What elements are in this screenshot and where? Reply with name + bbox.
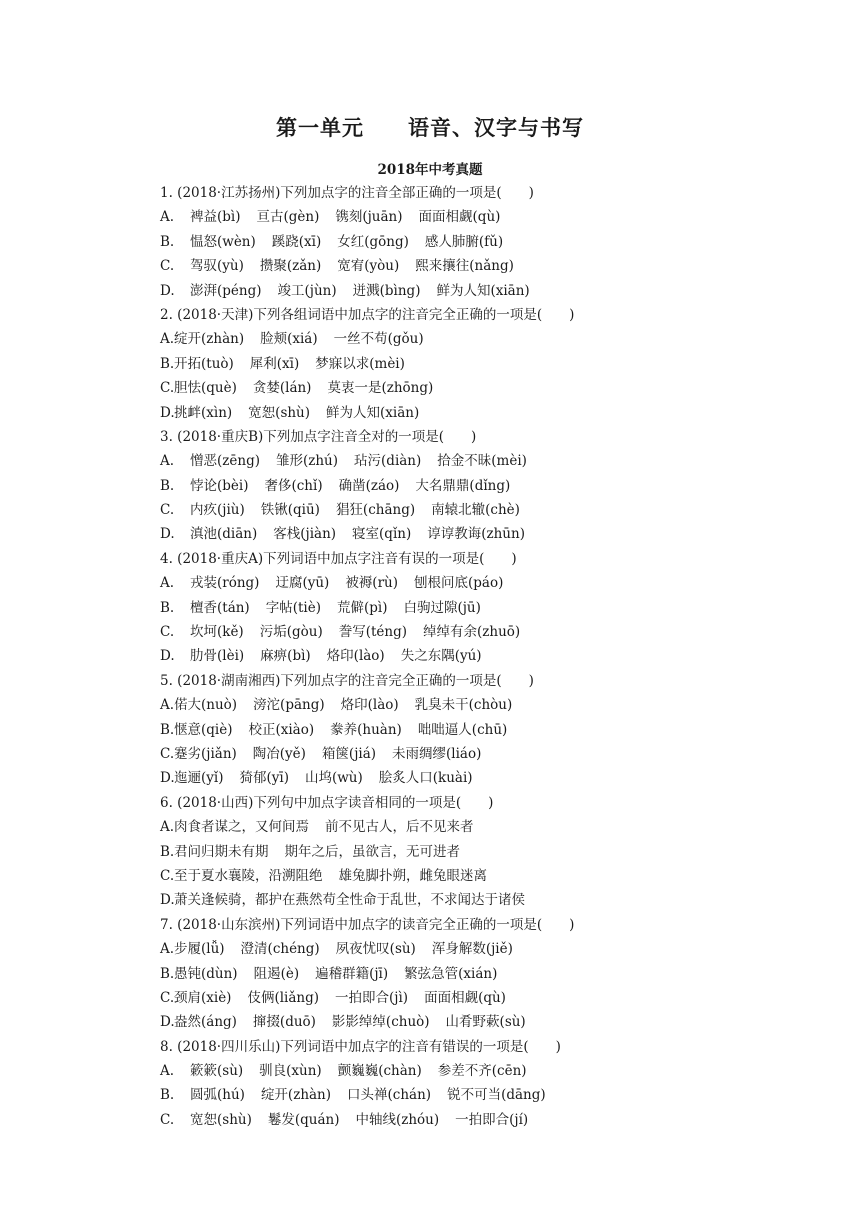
option-item: 拾金不昧(mèi) — [437, 453, 527, 470]
answer-option — [160, 254, 800, 278]
answer-option — [160, 230, 800, 254]
answer-option — [160, 474, 800, 498]
option-item: 刨根问底(páo) — [414, 575, 504, 592]
option-item: 鲜为人知(xiān) — [436, 282, 530, 299]
option-item: 烙印(lào) — [326, 648, 385, 665]
answer-option — [160, 279, 800, 303]
option-item: 熙来攘往(nǎng) — [415, 258, 514, 275]
answer-option — [160, 693, 800, 717]
option-item: 感人肺腑(fǔ) — [424, 233, 504, 250]
option-item: 步履(lǚ) — [174, 941, 225, 958]
answer-option — [160, 718, 800, 742]
option-letter: D. — [160, 526, 175, 543]
option-item: 梦寐以求(mèi) — [315, 355, 405, 372]
option-item: 滂沱(pāng) — [253, 697, 325, 714]
option-item: 脸颊(xiá) — [260, 331, 318, 348]
answer-option — [160, 840, 800, 864]
answer-option — [160, 401, 800, 425]
option-item: 迂腐(yū) — [275, 575, 330, 592]
answer-option — [160, 986, 800, 1010]
question-list — [160, 181, 800, 1132]
option-item: 一拍即合(jí) — [455, 1111, 529, 1128]
option-letter: B. — [160, 477, 175, 494]
option-item: 誊写(téng) — [338, 624, 408, 641]
option-letter: A. — [160, 331, 175, 348]
question-stem: 5. (2018·湖南湘西)下列加点字的注音完全正确的一项是( ) — [160, 672, 534, 689]
option-letter: A. — [160, 697, 175, 714]
option-item: 贪婪(lán) — [252, 380, 312, 397]
option-item: 雄兔脚扑朔，雌兔眼迷离 — [338, 867, 487, 884]
answer-option — [160, 205, 800, 229]
answer-option — [160, 376, 800, 400]
option-item: 憎恶(zēng) — [190, 453, 260, 470]
option-item: 颤巍巍(chàn) — [337, 1063, 422, 1080]
option-item: 确凿(záo) — [338, 477, 400, 494]
option-item: 迤逦(yǐ) — [174, 770, 224, 787]
option-item: 前不见古人，后不见来者 — [325, 819, 474, 836]
option-item: 期年之后，虽欲言，无可进者 — [284, 843, 460, 860]
answer-option — [160, 620, 800, 644]
option-item: 胆怯(què) — [174, 380, 237, 397]
option-item: 内疚(jiù) — [190, 502, 245, 519]
option-item: 鲜为人知(xiān) — [326, 404, 420, 421]
option-item: 影影绰绰(chuò) — [331, 1014, 430, 1031]
option-letter: D. — [160, 648, 175, 665]
option-letter: C. — [160, 380, 175, 397]
option-item: 雏形(zhú) — [275, 453, 339, 470]
option-item: 浑身解数(jiě) — [431, 941, 513, 958]
answer-option — [160, 1083, 800, 1107]
option-item: 一拍即合(jì) — [335, 989, 409, 1006]
answer-option — [160, 1010, 800, 1034]
option-item: 谆谆教诲(zhūn) — [427, 526, 525, 543]
option-item: 失之东隅(yú) — [400, 648, 482, 665]
option-letter: B. — [160, 355, 175, 372]
option-item: 脍炙人口(kuài) — [378, 770, 473, 787]
option-item: 撺掇(duō) — [252, 1014, 316, 1031]
option-item: 圆弧(hú) — [190, 1087, 245, 1104]
option-letter: D. — [160, 282, 175, 299]
answer-option — [160, 864, 800, 888]
option-item: 澄清(chéng) — [240, 941, 320, 958]
option-item: 蹊跷(xī) — [271, 233, 322, 250]
answer-option — [160, 1059, 800, 1083]
question-stem: 8. (2018·四川乐山)下列词语中加点字的注音有错误的一项是( ) — [160, 1038, 561, 1055]
answer-option — [160, 571, 800, 595]
option-item: 莫衷一是(zhōng) — [327, 380, 434, 397]
option-letter: B. — [160, 721, 175, 738]
option-item: 肉食者谋之，又何间焉 — [174, 819, 309, 836]
option-letter: D. — [160, 1014, 175, 1031]
option-item: 蹇劣(jiǎn) — [174, 745, 237, 762]
option-letter: C. — [160, 502, 175, 519]
option-item: 悖论(bèi) — [190, 477, 249, 494]
answer-option — [160, 327, 800, 351]
option-item: 簌簌(sù) — [190, 1063, 244, 1080]
answer-option — [160, 815, 800, 839]
option-item: 奢侈(chǐ) — [264, 477, 323, 494]
option-item: 猗郁(yī) — [239, 770, 289, 787]
option-item: 锐不可当(dāng) — [447, 1087, 546, 1104]
option-letter: A. — [160, 1063, 175, 1080]
option-letter: B. — [160, 1087, 175, 1104]
option-item: 参差不齐(cēn) — [437, 1063, 527, 1080]
answer-option — [160, 449, 800, 473]
option-item: 愠怒(wèn) — [190, 233, 256, 250]
option-item: 阻遏(è) — [253, 965, 300, 982]
option-item: 犀利(xī) — [249, 355, 300, 372]
option-item: 铁锹(qiū) — [260, 502, 320, 519]
answer-option — [160, 1108, 800, 1132]
option-letter: D. — [160, 770, 175, 787]
option-item: 开拓(tuò) — [174, 355, 234, 372]
option-item: 宽恕(shù) — [248, 404, 311, 421]
option-item: 荒僻(pì) — [336, 599, 388, 616]
option-item: 镌刻(juān) — [335, 209, 403, 226]
option-item: 鬈发(quán) — [267, 1111, 340, 1128]
option-item: 颈肩(xiè) — [174, 989, 232, 1006]
question-stem: 7. (2018·山东滨州)下列词语中加点字的读音完全正确的一项是( ) — [160, 916, 575, 933]
option-item: 萧关逢候骑，都护在燕然苟全性命于乱世，不求闻达于诸侯 — [174, 892, 525, 909]
option-item: 竣工(jùn) — [277, 282, 337, 299]
option-item: 烙印(lào) — [340, 697, 399, 714]
option-item: 亘古(gèn) — [256, 209, 320, 226]
option-item: 至于夏水襄陵，沿溯阻绝 — [174, 867, 323, 884]
option-item: 滇池(diān) — [190, 526, 258, 543]
option-item: 面面相觑(qù) — [424, 989, 506, 1006]
option-item: 山坞(wù) — [304, 770, 363, 787]
option-item: 迸溅(bìng) — [352, 282, 421, 299]
answer-option — [160, 596, 800, 620]
option-item: 夙夜忧叹(sù) — [335, 941, 416, 958]
option-item: 驯良(xùn) — [259, 1063, 322, 1080]
option-item: 偌大(nuò) — [174, 697, 238, 714]
option-item: 陶冶(yě) — [252, 745, 306, 762]
option-item: 寝室(qǐn) — [352, 526, 412, 543]
option-item: 伎俩(liǎng) — [247, 989, 320, 1006]
option-item: 肋骨(lèi) — [190, 648, 245, 665]
option-item: 污垢(gòu) — [259, 624, 323, 641]
option-letter: A. — [160, 819, 175, 836]
option-item: 玷污(diàn) — [354, 453, 422, 470]
option-item: 繁弦急管(xián) — [404, 965, 498, 982]
option-item: 箱箧(jiá) — [321, 745, 377, 762]
option-item: 面面相觑(qù) — [418, 209, 501, 226]
option-item: 咄咄逼人(chū) — [417, 721, 508, 738]
option-letter: C. — [160, 745, 175, 762]
option-item: 君问归期未有期 — [174, 843, 269, 860]
option-letter: C. — [160, 624, 175, 641]
option-item: 遍稽群籍(jī) — [315, 965, 389, 982]
option-item: 豢养(huàn) — [330, 721, 402, 738]
option-item: 戎装(róng) — [190, 575, 260, 592]
answer-option — [160, 352, 800, 376]
option-item: 猖狂(chāng) — [335, 502, 416, 519]
section-subtitle: 2018年中考真题 — [377, 162, 483, 178]
option-item: 大名鼎鼎(dǐng) — [415, 477, 511, 494]
option-item: 字帖(tiè) — [265, 599, 321, 616]
option-item: 绽开(zhàn) — [174, 331, 245, 348]
option-letter: A. — [160, 453, 175, 470]
option-item: 口头禅(chán) — [347, 1087, 432, 1104]
question-stem: 4. (2018·重庆A)下列词语中加点字注音有误的一项是( ) — [160, 550, 517, 567]
option-letter: D. — [160, 404, 175, 421]
answer-option — [160, 498, 800, 522]
answer-option — [160, 644, 800, 668]
option-letter: B. — [160, 599, 175, 616]
option-item: 裨益(bì) — [190, 209, 241, 226]
option-item: 绰绰有余(zhuō) — [423, 624, 521, 641]
option-letter: B. — [160, 233, 175, 250]
option-item: 挑衅(xìn) — [174, 404, 233, 421]
option-item: 一丝不苟(gǒu) — [333, 331, 424, 348]
option-letter: C. — [160, 989, 175, 1006]
option-item: 女红(gōng) — [337, 233, 409, 250]
option-letter: C. — [160, 1111, 175, 1128]
option-item: 客栈(jiàn) — [273, 526, 337, 543]
option-letter: C. — [160, 258, 175, 275]
option-item: 被褥(rù) — [345, 575, 398, 592]
option-letter: A. — [160, 575, 175, 592]
answer-option — [160, 766, 800, 790]
answer-option — [160, 888, 800, 912]
option-item: 白驹过隙(jū) — [403, 599, 481, 616]
option-letter: A. — [160, 941, 175, 958]
option-item: 麻痹(bì) — [260, 648, 311, 665]
option-item: 绽开(zhàn) — [260, 1087, 332, 1104]
option-item: 乳臭未干(chòu) — [414, 697, 513, 714]
page-title: 第一单元 语音、汉字与书写 — [276, 116, 584, 140]
option-letter: B. — [160, 843, 175, 860]
question-stem: 2. (2018·天津)下列各组词语中加点字的注音完全正确的一项是( ) — [160, 306, 575, 323]
option-item: 盎然(áng) — [174, 1014, 237, 1031]
option-letter: D. — [160, 892, 175, 909]
option-item: 宽恕(shù) — [190, 1111, 252, 1128]
answer-option — [160, 962, 800, 986]
answer-option — [160, 742, 800, 766]
option-item: 宽宥(yòu) — [337, 258, 400, 275]
option-item: 南辕北辙(chè) — [431, 502, 520, 519]
question-stem: 1. (2018·江苏扬州)下列加点字的注音全部正确的一项是( ) — [160, 185, 534, 201]
option-item: 澎湃(péng) — [190, 282, 262, 299]
option-item: 惬意(qiè) — [174, 721, 233, 738]
option-letter: C. — [160, 867, 175, 884]
answer-option — [160, 937, 800, 961]
option-item: 坎坷(kě) — [190, 624, 244, 641]
option-item: 山肴野蔌(sù) — [445, 1014, 526, 1031]
option-item: 愚钝(dùn) — [174, 965, 238, 982]
answer-option — [160, 522, 800, 546]
option-item: 攒聚(zǎn) — [259, 258, 322, 275]
option-letter: B. — [160, 965, 175, 982]
option-item: 中轴线(zhóu) — [355, 1111, 440, 1128]
option-item: 檀香(tán) — [190, 599, 250, 616]
option-letter: A. — [160, 209, 175, 226]
option-item: 校正(xiào) — [248, 721, 315, 738]
question-stem: 3. (2018·重庆B)下列加点字注音全对的一项是( ) — [160, 428, 477, 445]
option-item: 未雨绸缪(liáo) — [392, 745, 482, 762]
option-item: 驾驭(yù) — [190, 258, 244, 275]
question-stem: 6. (2018·山西)下列句中加点字读音相同的一项是( ) — [160, 794, 494, 811]
